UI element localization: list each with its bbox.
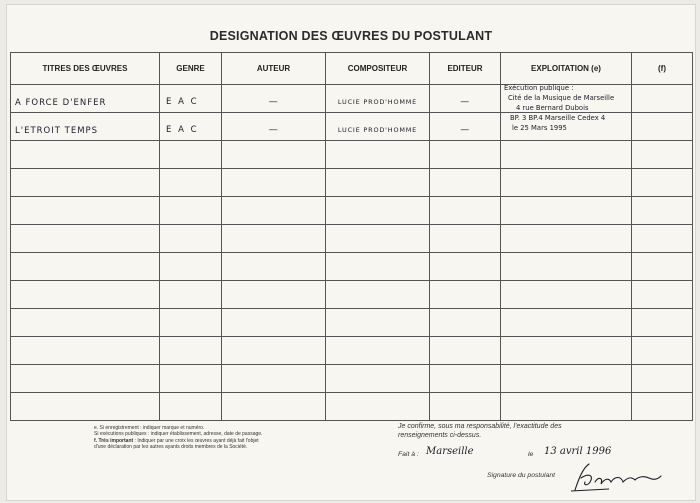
table-row <box>11 141 693 169</box>
form-title: DESIGNATION DES ŒUVRES DU POSTULANT <box>209 29 493 43</box>
fait-a-label: Fait à : <box>398 451 419 458</box>
fait-a-value: Marseille <box>426 446 474 457</box>
work-auteur: — <box>268 125 279 135</box>
cell-title <box>11 85 160 113</box>
table-row <box>11 169 693 197</box>
footnote-e: e. Si enregistrement : indiquer marque et numéro. <box>94 425 205 431</box>
table-row <box>11 225 693 253</box>
header-titres: TITRES DES ŒUVRES <box>11 53 160 85</box>
form-sheet <box>6 4 696 501</box>
confirmation-line: Je confirme, sous ma responsabilité, l'exactitude des <box>398 423 562 430</box>
table-row <box>11 337 693 365</box>
cell-auteur <box>222 113 326 141</box>
work-title: L'ETROIT TEMPS <box>15 126 99 136</box>
cell-genre <box>160 113 222 141</box>
exploitation-notes <box>504 83 689 133</box>
footnotes <box>94 425 334 450</box>
work-genre: E A C <box>166 125 199 135</box>
exploitation-line: Exécution publique : <box>504 84 574 92</box>
work-title: A FORCE D'ENFER <box>15 98 107 108</box>
cell-editeur <box>430 113 501 141</box>
signature-icon <box>569 460 665 494</box>
footnote-f-continued: d'une déclaration par les autres ayants droits membres de la Société. <box>94 443 248 450</box>
confirmation-text <box>398 423 648 440</box>
work-auteur: — <box>268 97 279 107</box>
cell-compositeur <box>326 85 430 113</box>
date-value: 13 avril 1996 <box>544 446 612 457</box>
date-label: le <box>528 451 534 458</box>
footnote-f-label: f. Très important <box>94 437 134 444</box>
table-row <box>11 393 693 421</box>
header-compositeur: COMPOSITEUR <box>326 53 430 85</box>
exploitation-line: BP. 3 BP.4 Marseille Cedex 4 <box>510 114 606 122</box>
table-row <box>11 309 693 337</box>
work-editeur: — <box>460 97 470 107</box>
confirmation-line: renseignements ci-dessus. <box>398 431 482 439</box>
footnote-e-detail: Si exécutions publiques : indiquer établissement, adresse, date de passage. <box>94 431 263 438</box>
signature-row <box>487 468 697 498</box>
table-row <box>11 197 693 225</box>
footnote-f-text: : Indiquer par une croix les œuvres ayant déjà fait l'objet <box>133 437 259 444</box>
header-auteur: AUTEUR <box>222 53 326 85</box>
cell-editeur <box>430 85 501 113</box>
work-compositeur: LUCIE PROD'HOMME <box>337 98 418 106</box>
header-exploitation: EXPLOITATION (e) <box>501 53 632 85</box>
work-compositeur: LUCIE PROD'HOMME <box>337 126 418 134</box>
exploitation-line: Cité de la Musique de Marseille <box>508 94 615 102</box>
table-row <box>11 365 693 393</box>
header-editeur: EDITEUR <box>430 53 501 85</box>
cell-compositeur <box>326 113 430 141</box>
work-genre: E A C <box>166 97 199 107</box>
exploitation-line: 4 rue Bernard Dubois <box>516 104 589 112</box>
signature-label: Signature du postulant <box>487 472 556 479</box>
cell-genre <box>160 85 222 113</box>
table-row <box>11 253 693 281</box>
header-f: (f) <box>632 53 693 85</box>
work-editeur: — <box>460 125 470 135</box>
exploitation-line: le 25 Mars 1995 <box>512 124 567 132</box>
table-header-row <box>11 53 693 85</box>
cell-title <box>11 113 160 141</box>
header-genre: GENRE <box>160 53 222 85</box>
table-row <box>11 281 693 309</box>
cell-auteur <box>222 85 326 113</box>
